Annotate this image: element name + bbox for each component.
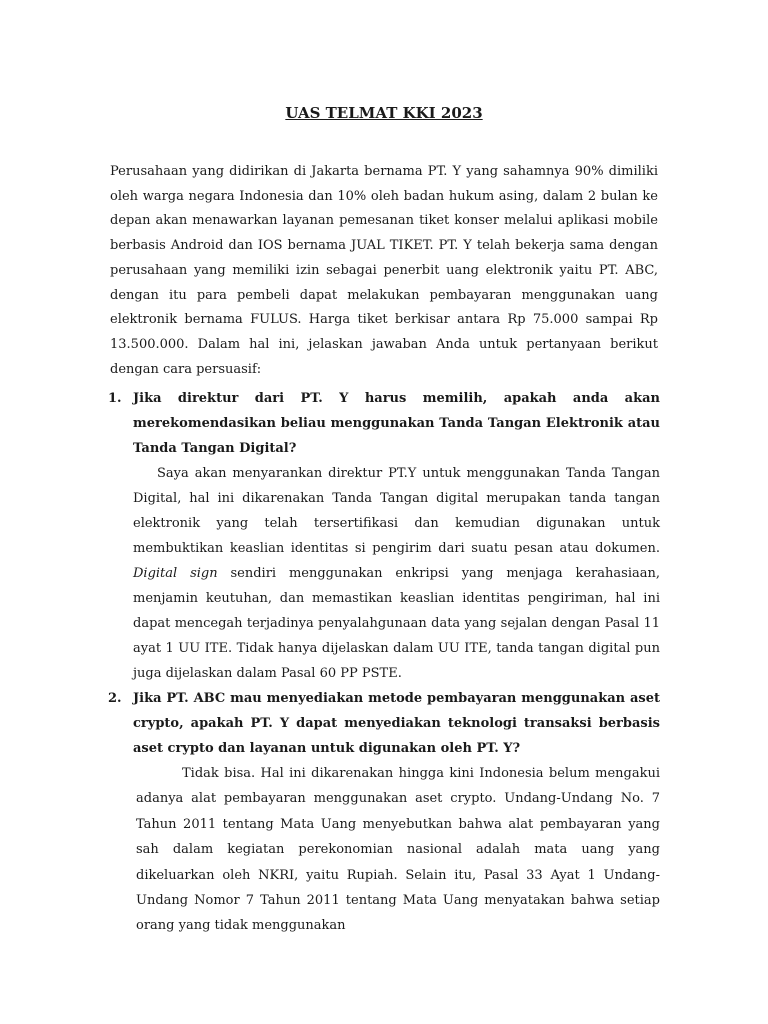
question-1-heading bbox=[108, 386, 660, 461]
question-2-number: 2. bbox=[108, 691, 122, 706]
question-1-number: 1. bbox=[108, 391, 122, 406]
document-title: UAS TELMAT KKI 2023 bbox=[285, 104, 483, 122]
answer-1-italic-term: Digital sign bbox=[133, 566, 218, 581]
answer-1 bbox=[133, 461, 660, 686]
question-1-text: Jika direktur dari PT. Y harus memilih, apakah anda akan merekomendasikan beliau menggunakan Tanda Tangan Elektronik atau Tanda Tangan Digital? bbox=[133, 391, 660, 456]
question-2 bbox=[108, 686, 660, 939]
question-1 bbox=[108, 386, 660, 686]
question-2-heading bbox=[108, 686, 660, 761]
answer-1-part2: sendiri menggunakan enkripsi yang menjaga kerahasiaan, menjamin keutuhan, dan memastikan keaslian identitas pengiriman, hal ini dapat mencegah terjadinya penyalahgunaan data yang sejalan dengan Pasal 11 ayat 1 UU ITE. Tidak hanya dijelaskan dalam UU ITE, tanda tangan digital pun juga dijelaskan dalam Pasal 60 PP PSTE. bbox=[133, 566, 660, 681]
question-2-text: Jika PT. ABC mau menyediakan metode pembayaran menggunakan aset crypto, apakah PT. Y dapat menyediakan teknologi transaksi berbasis aset crypto dan layanan untuk digunakan oleh PT. Y? bbox=[133, 691, 660, 756]
answer-2: Tidak bisa. Hal ini dikarenakan hingga kini Indonesia belum mengakui adanya alat pembayaran menggunakan aset crypto. Undang-Undang No. 7 Tahun 2011 tentang Mata Uang menyebutkan bahwa alat pembayaran yang sah dalam kegiatan perekonomian nasional adalah mata uang yang dikeluarkan oleh NKRI, yaitu Rupiah. Selain itu, Pasal 33 Ayat 1 Undang-Undang Nomor 7 Tahun 2011 tentang Mata Uang menyatakan bahwa setiap orang yang tidak menggunakan bbox=[136, 766, 660, 934]
intro-paragraph: Perusahaan yang didirikan di Jakarta bernama PT. Y yang sahamnya 90% dimiliki oleh warga negara Indonesia dan 10% oleh badan hukum asing, dalam 2 bulan ke depan akan menawarkan layanan pemesanan tiket konser melalui aplikasi mobile berbasis Android dan IOS bernama JUAL TIKET. PT. Y telah bekerja sama dengan perusahaan yang memiliki izin sebagai penerbit uang elektronik yaitu PT. ABC, dengan itu para pembeli dapat melakukan pembayaran menggunakan uang elektronik bernama FULUS. Harga tiket berkisar antara Rp 75.000 sampai Rp 13.500.000. Dalam hal ini, jelaskan jawaban Anda untuk pertanyaan berikut dengan cara persuasif: bbox=[110, 164, 658, 377]
answer-1-part1: Saya akan menyarankan direktur PT.Y untuk menggunakan Tanda Tangan Digital, hal ini dikarenakan Tanda Tangan digital merupakan tanda tangan elektronik yang telah tersertifikasi dan kemudian digunakan untuk membuktikan keaslian identitas si pengirim dari suatu pesan atau dokumen. bbox=[133, 466, 660, 556]
